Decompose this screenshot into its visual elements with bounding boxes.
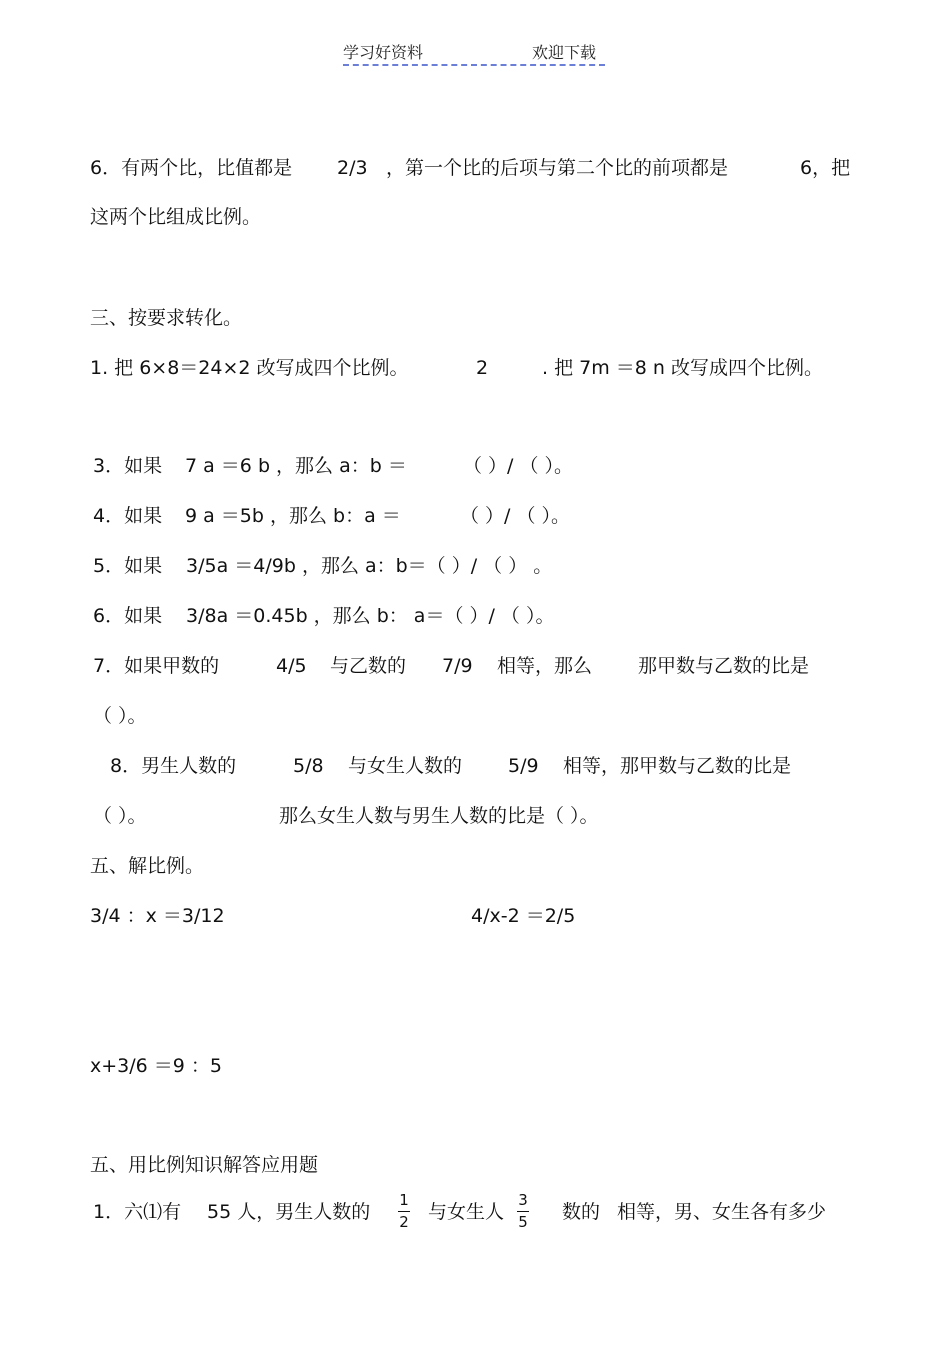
word-problem-1-d: 数的 [562, 1201, 601, 1223]
fill-q8-a: 8．男生人数的 [110, 755, 237, 777]
fill-q3-c: （ ）/ （ ）。 [463, 455, 574, 477]
word-problem-1-b: 55 人，男生人数的 [207, 1201, 371, 1223]
fill-q4-b: 9 a ＝5b ，那么 b：a ＝ [185, 505, 401, 527]
fill-q7-c: 与乙数的 [330, 655, 407, 677]
fill-q8-g: 那么女生人数与男生人数的比是（ ）。 [279, 805, 599, 827]
fraction-one-half [397, 1192, 411, 1231]
q6-line1-b: 2/3 [337, 157, 368, 179]
fraction-bar [398, 1211, 410, 1212]
fraction-numerator: 1 [399, 1191, 409, 1209]
q6-line1-c: ，第一个比的后项与第二个比的前项都是 [386, 157, 729, 179]
section3-q2: . 把 7m ＝8 n 改写成四个比例。 [542, 357, 823, 379]
fill-q8-b: 5/8 [293, 755, 324, 777]
fill-q7-a: 7．如果甲数的 [93, 655, 220, 677]
fill-q7-d: 7/9 [442, 655, 473, 677]
header-right: 欢迎下载 [532, 43, 597, 62]
section3-title: 三、按要求转化。 [90, 307, 243, 329]
fraction-numerator: 3 [518, 1191, 528, 1209]
fraction-denominator: 5 [518, 1213, 528, 1231]
fraction-three-fifths [516, 1192, 530, 1231]
fill-q4-c: （ ）/ （ ）。 [460, 505, 571, 527]
fill-q8-d: 5/9 [508, 755, 539, 777]
fill-q3-b: 7 a ＝6 b ，那么 a：b ＝ [185, 455, 407, 477]
word-problem-1-e: 相等，男、女生各有多少 [617, 1201, 827, 1223]
q6-line2: 这两个比组成比例。 [90, 206, 262, 228]
equation-1: 3/4 ：x ＝3/12 [90, 905, 225, 927]
fill-q8-e: 相等，那甲数与乙数的比是 [563, 755, 792, 777]
fill-q5-b: 3/5a ＝4/9b ，那么 a：b＝（ ）/ （ ） 。 [186, 555, 553, 577]
equation-3: x+3/6 ＝9 ：5 [90, 1055, 222, 1077]
word-problem-1-a: 1．六⑴有 [93, 1201, 182, 1223]
q6-line1-a: 6．有两个比，比值都是 [90, 157, 293, 179]
equation-2: 4/x-2 ＝2/5 [471, 905, 576, 927]
fill-q7-g: （ ）。 [93, 705, 147, 727]
q6-line1-d: 6，把 [800, 157, 851, 179]
section5b-title: 五、用比例知识解答应用题 [90, 1154, 319, 1176]
fill-q4-a: 4．如果 [93, 505, 163, 527]
fill-q7-e: 相等，那么 [497, 655, 593, 677]
fill-q3-a: 3．如果 [93, 455, 163, 477]
fill-q7-f: 那甲数与乙数的比是 [638, 655, 810, 677]
fill-q8-c: 与女生人数的 [348, 755, 463, 777]
fill-q5-a: 5．如果 [93, 555, 163, 577]
fraction-denominator: 2 [399, 1213, 409, 1231]
header-dashed-rule [343, 64, 605, 66]
word-problem-1-c: 与女生人 [428, 1201, 505, 1223]
fill-q7-b: 4/5 [276, 655, 307, 677]
section3-q2-num: 2 [476, 357, 489, 379]
fill-q6-a: 6．如果 [93, 605, 163, 627]
fraction-bar [517, 1211, 529, 1212]
header-left: 学习好资料 [343, 43, 424, 62]
fill-q8-f: （ ）。 [93, 805, 147, 827]
section3-q1: 1. 把 6×8＝24×2 改写成四个比例。 [90, 357, 409, 379]
fill-q6-b: 3/8a ＝0.45b ，那么 b： a＝（ ）/ （ ）。 [186, 605, 555, 627]
section5a-title: 五、解比例。 [90, 855, 205, 877]
